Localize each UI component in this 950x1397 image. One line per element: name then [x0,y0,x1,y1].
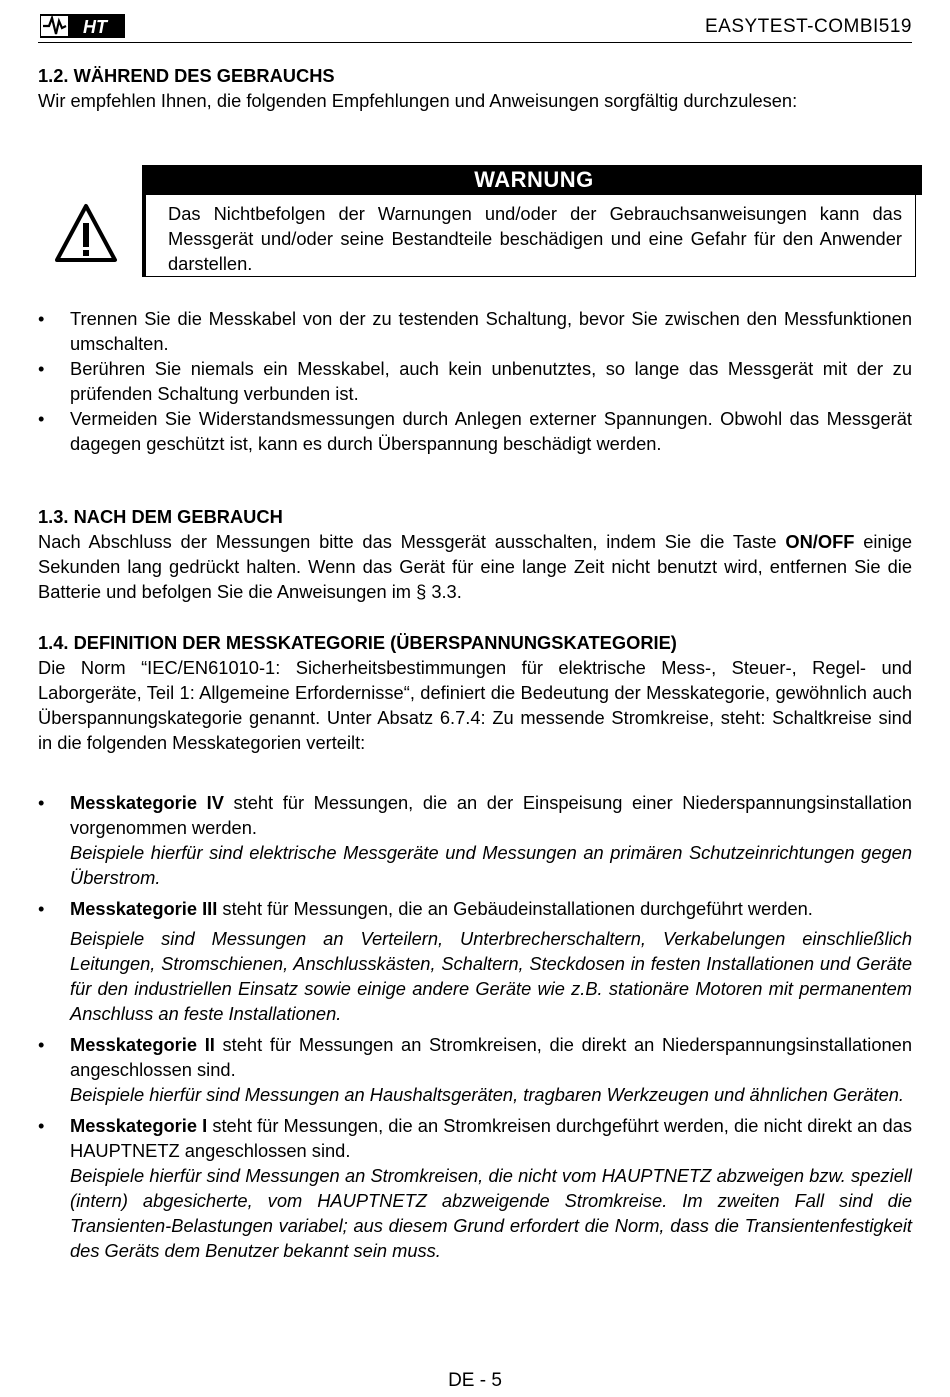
category-text: steht für Messungen, die an Gebäudeinstallationen durchgeführt werden. [217,898,813,919]
document-id: EASYTEST-COMBI519 [704,16,912,37]
category-example: Beispiele hierfür sind elektrische Messgeräte und Messungen an primären Schutzeinrichtungen gegen Überstrom. [70,842,912,888]
page-header [38,8,912,43]
section-text-part: einige Sekunden lang gedrückt halten. Wenn das Gerät für eine lange Zeit nicht benutzt wird, entfernen Sie die Batterie und befolgen Sie die Anweisungen im § 3.3. [38,531,912,602]
category-example: Beispiele hierfür sind Messungen an Stromkreisen, die nicht vom HAUPTNETZ abzweigen bzw. speziell (intern) abgesicherte, vom HAUPTNETZ abzweigende Stromkreise. Im zweiten Fall sind die Transienten-Belastungen variabel; aus diesem Grund erfordert die Norm, dass die Transientenfestigkeit des Geräts dem Benutzer bekannt sein muss. [70,1165,912,1261]
list-item-text: Vermeiden Sie Widerstandsmessungen durch Anlegen externer Spannungen. Obwohl das Messgerät dagegen geschützt ist, kann es durch Überspannung beschädigt werden. [70,408,912,454]
page-number: DE - 5 [448,1370,502,1391]
section-text [38,529,912,604]
onoff-key-label: ON/OFF [785,531,855,552]
section-heading: 1.2. WÄHREND DES GEBRAUCHS [38,65,335,86]
bullet-icon: • [38,358,45,379]
category-text: steht für Messungen, die an Stromkreisen durchgeführt werden, die nicht direkt an das HAUPTNETZ angeschlossen sind. [70,1115,912,1161]
warning-title: WARNUNG [474,167,594,192]
category-desc [70,896,912,921]
category-desc [70,790,912,840]
warning-body [142,195,916,277]
list-item-text: Berühren Sie niemals ein Messkabel, auch kein unbenutztes, so lange das Messgerät mit der zu prüfenden Schaltung verbunden ist. [70,358,912,404]
bullet-icon: • [38,898,45,919]
category-example: Beispiele sind Messungen an Verteilern, Unterbrecherschaltern, Verkabelungen einschließlich Leitungen, Stromschienen, Anschlusskästen, Schaltern, Steckdosen in festen Installationen und Geräte für den industriellen Einsatz sowie einige andere Geräte wie z.B. stationäre Motoren mit permanentem Anschluss an feste Installationen. [70,928,912,1024]
category-desc [70,1113,912,1163]
warning-title-bar [142,165,922,195]
list-item [38,790,912,890]
list-item [38,1032,912,1107]
list-item [38,896,912,1026]
category-name: Messkategorie I [70,1115,208,1136]
category-desc [70,1032,912,1082]
category-text: steht für Messungen an Stromkreisen, die direkt an Niederspannungsinstallationen angeschlossen sind. [70,1034,912,1080]
list-item [38,356,912,406]
section-1-4 [38,630,912,755]
warning-triangle-icon [54,203,118,263]
bullet-icon: • [38,792,45,813]
section-1-2 [38,63,912,113]
category-list [38,790,912,1269]
bullet-icon: • [38,308,45,329]
list-item-text: Trennen Sie die Messkabel von der zu testenden Schaltung, bevor Sie zwischen den Messfunktionen umschalten. [70,308,912,354]
bullet-icon: • [38,408,45,429]
list-item [38,406,912,456]
section-1-3 [38,504,912,604]
ht-logo [40,12,126,40]
bullet-icon: • [38,1115,45,1136]
section-heading: 1.3. NACH DEM GEBRAUCH [38,506,283,527]
category-name: Messkategorie III [70,898,218,919]
warning-text: Das Nichtbefolgen der Warnungen und/oder der Gebrauchsanweisungen kann das Messgerät und/oder seine Bestandteile beschädigen und eine Gefahr für den Anwender darstellen. [168,203,902,274]
list-item [38,306,912,356]
list-item [38,1113,912,1263]
section-intro: Wir empfehlen Ihnen, die folgenden Empfehlungen und Anweisungen sorgfältig durchzulesen: [38,90,798,111]
section-heading: 1.4. DEFINITION DER MESSKATEGORIE (ÜBERSPANNUNGSKATEGORIE) [38,632,677,653]
warning-box [142,165,918,277]
category-name: Messkategorie IV [70,792,224,813]
category-text: steht für Messungen, die an der Einspeisung einer Niederspannungsinstallation vorgenommen werden. [70,792,912,838]
safety-bullets [38,306,912,456]
section-intro: Die Norm “IEC/EN61010-1: Sicherheitsbestimmungen für elektrische Mess-, Steuer-, Regel- und Laborgeräte, Teil 1: Allgemeine Erfordernisse“, definiert die Bedeutung der Messkategorie, gewöhnlich auch Überspannungskategorie genannt. Unter Absatz 6.7.4: Zu messende Stromkreise, steht: Schaltkreise sind in die folgenden Messkategorien verteilt: [38,657,912,753]
category-name: Messkategorie II [70,1034,215,1055]
category-example: Beispiele hierfür sind Messungen an Haushaltsgeräten, tragbaren Werkzeugen und ähnlichen Geräten. [70,1084,905,1105]
section-text-part: Nach Abschluss der Messungen bitte das Messgerät ausschalten, indem Sie die Taste [38,531,786,552]
bullet-icon: • [38,1034,45,1055]
logo-text: HT [83,17,107,37]
